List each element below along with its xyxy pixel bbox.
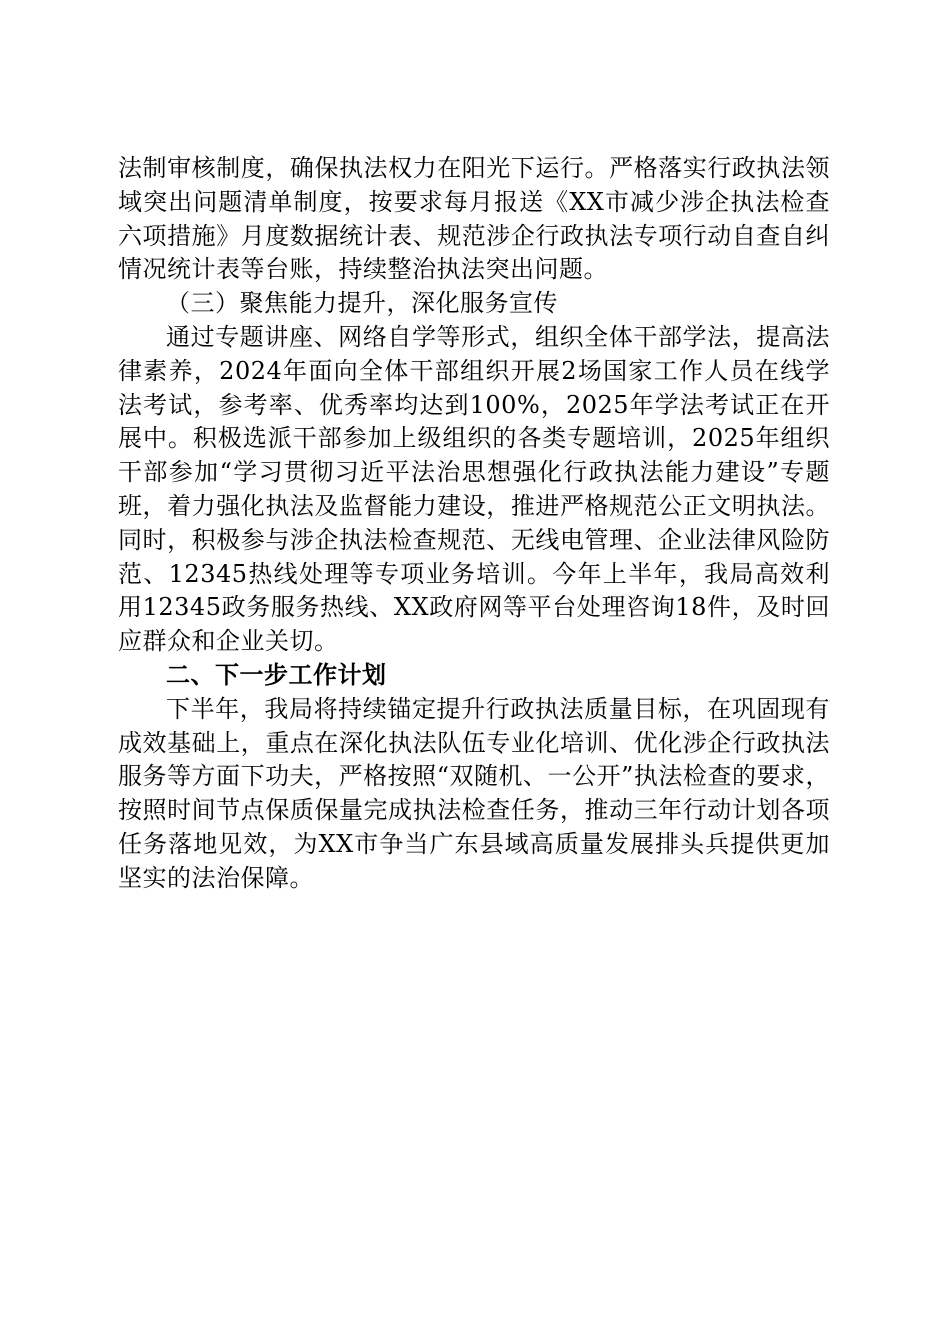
subheading-three: （三）聚焦能力提升，深化服务宣传 [166, 289, 558, 318]
section-heading-next-steps: 二、下一步工作计划 [166, 660, 387, 689]
paragraph-continued: 法制审核制度，确保执法权力在阳光下运行。严格落实行政执法领域突出问题清单制度，按要求每月报送《XX市减少涉企执法检查六项措施》月度数据统计表、规范涉企行政执法专项行动自查自纠情况统计表等台账，持续整治执法突出问题。 [118, 154, 830, 284]
document-page [118, 152, 830, 896]
paragraph-training: 通过专题讲座、网络自学等形式，组织全体干部学法，提高法律素养，2024年面向全体干部组织开展2场国家工作人员在线学法考试，参考率、优秀率均达到100%，2025年学法考试正在开展中。积极选派干部参加上级组织的各类专题培训，2025年组织干部参加“学习贯彻习近平法治思想强化行政执法能力建设”专题班，着力强化执法及监督能力建设，推进严格规范公正文明执法。同时，积极参与涉企执法检查规范、无线电管理、企业法律风险防范、12345热线处理等专项业务培训。今年上半年，我局高效利用12345政务服务热线、XX政府网等平台处理咨询18件，及时回应群众和企业关切。 [118, 322, 830, 656]
paragraph-plan: 下半年，我局将持续锚定提升行政执法质量目标，在巩固现有成效基础上，重点在深化执法队伍专业化培训、优化涉企行政执法服务等方面下功夫，严格按照“双随机、一公开”执法检查的要求，按照时间节点保质保量完成执法检查任务，推动三年行动计划各项任务落地见效，为XX市争当广东县域高质量发展排头兵提供更加坚实的法治保障。 [118, 694, 830, 892]
